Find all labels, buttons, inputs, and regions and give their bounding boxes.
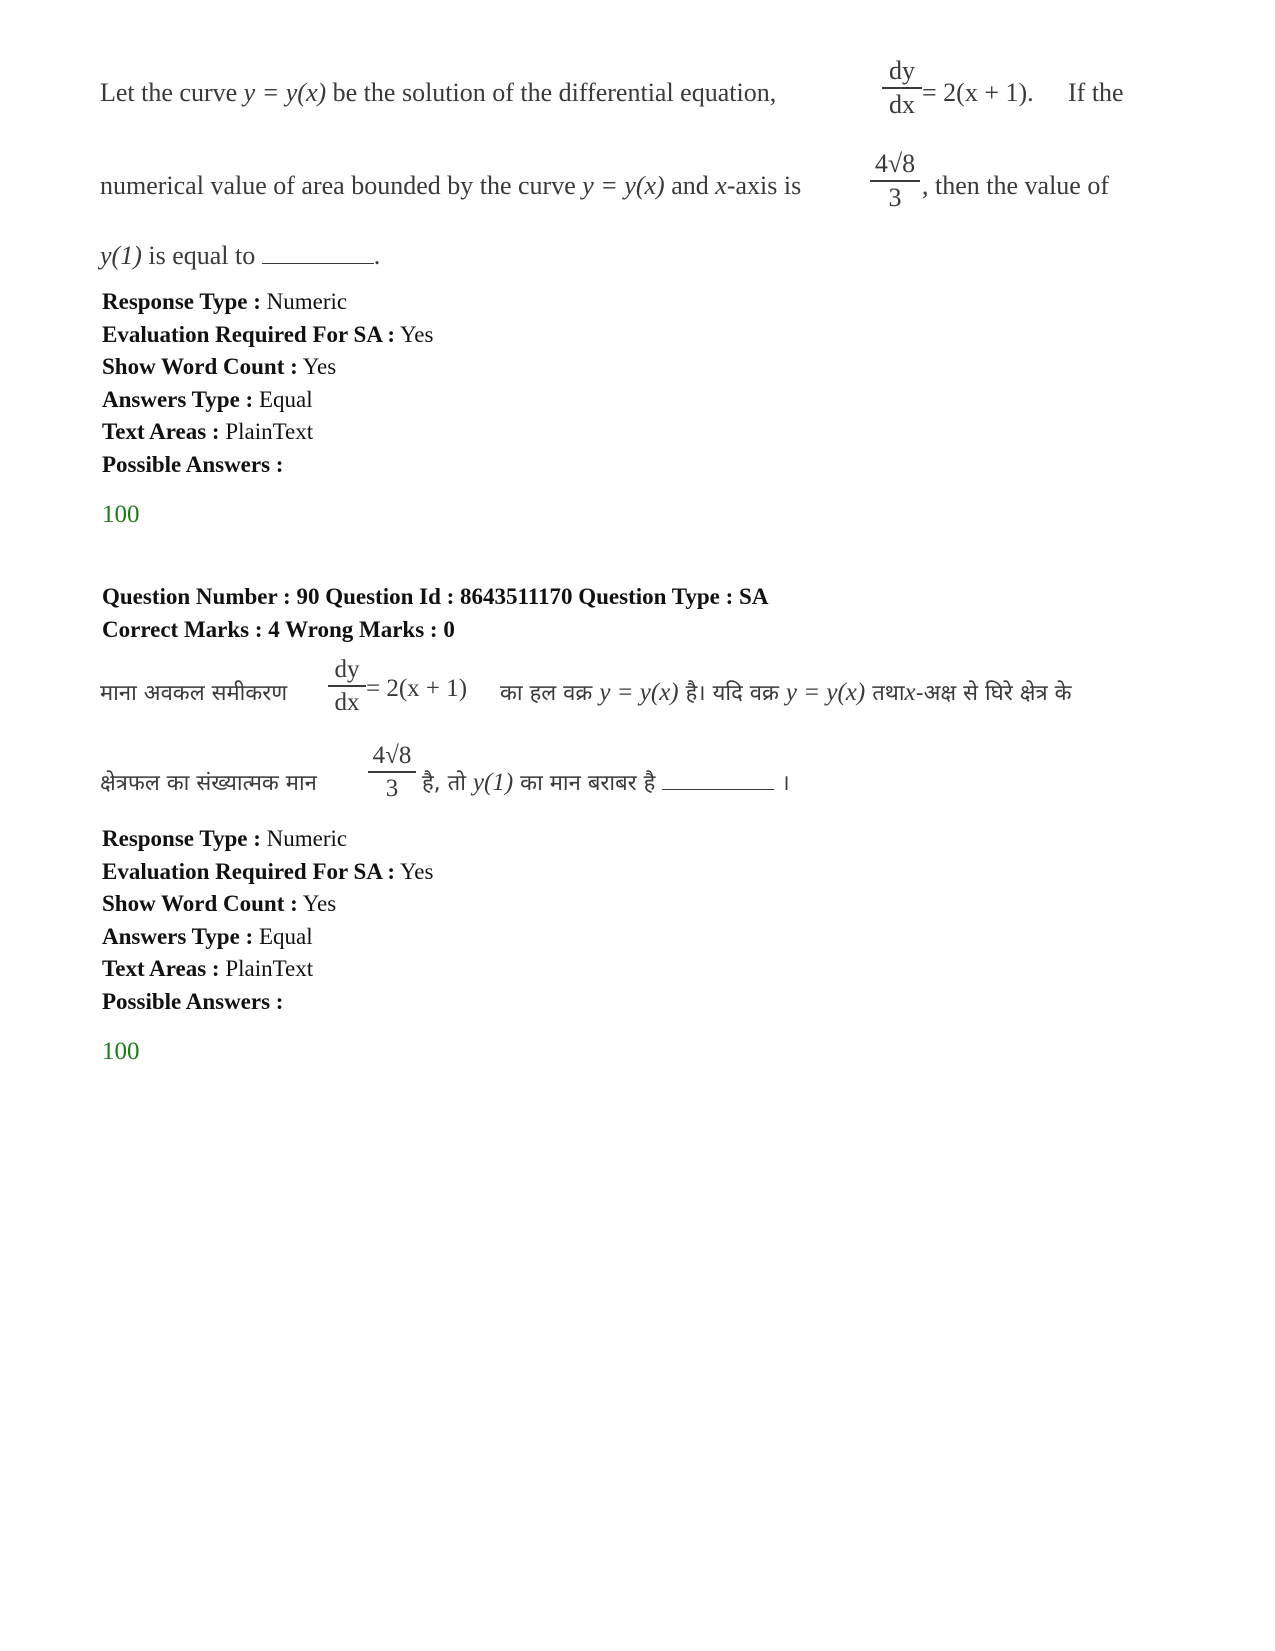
q90-rhs-text: = 2(x + 1) xyxy=(366,675,468,702)
show-word-count-label: Show Word Count : xyxy=(102,354,298,379)
q89-line-2 xyxy=(100,171,801,201)
q90-rhs xyxy=(366,675,467,703)
q90-line-1-rest xyxy=(500,677,1072,707)
q89-text-segment: Let the curve xyxy=(100,78,244,107)
q89-variable: x xyxy=(715,171,727,200)
fraction-denominator: dx xyxy=(889,90,915,119)
evaluation-required-label: Evaluation Required For SA : xyxy=(102,321,396,347)
q89-text-segment: , then the value of xyxy=(922,171,1109,200)
text-areas-label: Text Areas : xyxy=(102,956,220,981)
answers-type-value: Equal xyxy=(258,386,313,412)
answer-blank xyxy=(662,788,774,790)
answer-blank xyxy=(262,262,374,264)
q90-variable: x xyxy=(904,679,916,706)
q89-line-1 xyxy=(100,78,776,108)
q89-text-segment: -axis is xyxy=(726,171,802,200)
q90-text-segment: है। यदि वक्र xyxy=(685,681,779,706)
fraction-bar xyxy=(328,685,366,687)
q90-derivative-fraction xyxy=(328,657,366,715)
q89-text-segment: If the xyxy=(1068,78,1124,107)
fraction-denominator: dx xyxy=(334,689,360,716)
q89-rhs xyxy=(922,78,1034,108)
q90-text-segment: का हल वक्र xyxy=(500,681,593,706)
q89-period: . xyxy=(373,241,381,270)
response-type-value: Numeric xyxy=(266,289,348,314)
q90-area-fraction xyxy=(368,743,416,801)
possible-answers-label: Possible Answers : xyxy=(102,988,284,1014)
q89-line-1-end xyxy=(1068,78,1124,108)
possible-answer-value: 100 xyxy=(102,1038,140,1065)
q90-text-segment: -अक्ष से घिरे क्षेत्र के xyxy=(915,681,1072,706)
fraction-bar xyxy=(870,180,920,182)
response-type-label: Response Type : xyxy=(102,289,261,314)
fraction-numerator: 4√8 xyxy=(874,149,916,178)
q90-text-segment: माना अवकल समीकरण xyxy=(100,681,288,706)
answers-type-label: Answers Type : xyxy=(102,386,254,412)
fraction-denominator: 3 xyxy=(888,183,902,212)
answers-type-row xyxy=(102,921,433,954)
q90-danda: । xyxy=(781,771,790,796)
show-word-count-row xyxy=(102,351,433,384)
q89-text-segment: is equal to xyxy=(141,241,256,270)
response-type-value: Numeric xyxy=(266,826,348,851)
response-type-row xyxy=(102,823,433,856)
q90-equation: y = y(x) xyxy=(785,679,866,706)
fraction-numerator: 4√8 xyxy=(372,742,412,769)
possible-answer-value: 100 xyxy=(102,501,140,528)
show-word-count-row xyxy=(102,888,433,921)
q89-text-segment: and xyxy=(664,171,716,200)
q89-equation: y = y(x) xyxy=(582,171,665,200)
evaluation-required-value: Yes xyxy=(400,321,434,347)
q90-text-segment: है, तो xyxy=(422,771,466,796)
fraction-bar xyxy=(368,771,416,773)
q89-equation: y = y(x) xyxy=(243,78,327,107)
text-areas-value: PlainText xyxy=(225,956,314,981)
q90-text-segment: तथा xyxy=(872,681,905,706)
q89-rhs-text: = 2(x + 1). xyxy=(922,78,1034,107)
answers-type-row xyxy=(102,384,433,417)
q89-derivative-fraction xyxy=(882,58,922,118)
show-word-count-label: Show Word Count : xyxy=(102,891,298,916)
fraction-numerator: dy xyxy=(334,656,360,683)
q90-equation: y = y(x) xyxy=(599,679,679,706)
evaluation-required-row xyxy=(102,856,433,889)
text-areas-label: Text Areas : xyxy=(102,419,220,444)
fraction-numerator: dy xyxy=(889,56,915,85)
q89-area-fraction xyxy=(870,151,920,211)
possible-answers-label: Possible Answers : xyxy=(102,451,284,477)
question-90-header xyxy=(102,581,768,646)
response-type-row xyxy=(102,286,433,319)
question-89-metadata xyxy=(102,286,433,481)
text-areas-row xyxy=(102,953,433,986)
evaluation-required-row xyxy=(102,319,433,352)
fraction-denominator: 3 xyxy=(385,775,399,802)
text-areas-row xyxy=(102,416,433,449)
show-word-count-value: Yes xyxy=(302,891,337,916)
q89-text-segment: be the solution of the differential equation, xyxy=(326,78,777,107)
q89-text-segment: numerical value of area bounded by the curve xyxy=(100,171,583,200)
q90-line-1-start xyxy=(100,677,287,707)
question-90-metadata xyxy=(102,823,433,1018)
show-word-count-value: Yes xyxy=(302,354,337,379)
text-areas-value: PlainText xyxy=(225,419,314,444)
fraction-bar xyxy=(882,87,922,89)
q89-line-3 xyxy=(100,241,380,271)
q89-line-2-end xyxy=(922,171,1109,201)
q90-line-2-start xyxy=(100,767,317,797)
possible-answers-row xyxy=(102,986,433,1019)
q90-text-segment: क्षेत्रफल का संख्यात्मक मान xyxy=(100,771,317,796)
response-type-label: Response Type : xyxy=(102,826,261,851)
q90-equation: y(1) xyxy=(472,769,514,796)
question-89-text xyxy=(100,58,1180,278)
marks-line: Correct Marks : 4 Wrong Marks : 0 xyxy=(102,616,455,642)
q89-equation: y(1) xyxy=(100,241,142,270)
q90-text-segment: का मान बराबर है xyxy=(520,771,656,796)
possible-answers-row xyxy=(102,449,433,482)
answers-type-label: Answers Type : xyxy=(102,923,254,949)
question-number-line: Question Number : 90 Question Id : 8643511170 Question Type : SA xyxy=(102,584,769,609)
evaluation-required-value: Yes xyxy=(400,858,434,884)
question-90-text xyxy=(100,655,1180,820)
evaluation-required-label: Evaluation Required For SA : xyxy=(102,858,396,884)
q90-line-2-rest xyxy=(422,767,790,797)
answers-type-value: Equal xyxy=(258,923,313,949)
